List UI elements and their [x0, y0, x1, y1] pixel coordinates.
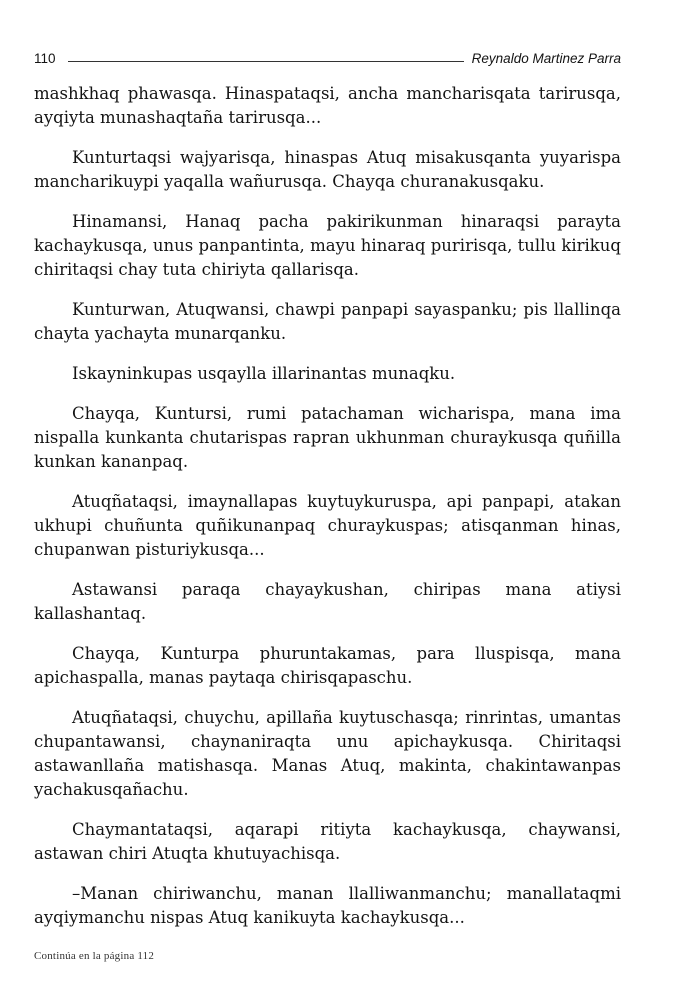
- page-number: 110: [34, 51, 56, 66]
- paragraph: Chayqa, Kuntursi, rumi patachaman wicharispa, mana ima nispalla kunkanta chutarispas rapran ukhunman churaykusqa quñilla kunkan kananpaq.: [34, 404, 621, 471]
- paragraph: mashkhaq phawasqa. Hinaspataqsi, ancha mancharisqata tarirusqa, ayqiyta munashaqtaña tarirusqa...: [34, 84, 621, 127]
- paragraph: Hinamansi, Hanaq pacha pakirikunman hinaraqsi parayta kachaykusqa, unus panpantinta, mayu hinaraq puririsqa, tullu kirikuq chiritaqsi chay tuta chiriyta qallarisqa.: [34, 212, 621, 279]
- header-rule: [68, 61, 464, 62]
- paragraph: Atuqñataqsi, chuychu, apillaña kuytuschasqa; rinrintas, umantas chupantawansi, chaynaniraqta unu apichaykusqa. Chiritaqsi astawanllaña matishasqa. Manas Atuq, makinta, chakintawanpas yachakusqañachu.: [34, 708, 621, 799]
- paragraph: Kunturtaqsi wajyarisqa, hinaspas Atuq misakusqanta yuyarispa mancharikuypi yaqalla wañurusqa. Chayqa churanakusqaku.: [34, 148, 621, 191]
- paragraph: Kunturwan, Atuqwansi, chawpi panpapi sayaspanku; pis llallinqa chayta yachayta munarqanku.: [34, 300, 621, 343]
- paragraph: Chayqa, Kunturpa phuruntakamas, para lluspisqa, mana apichaspalla, manas paytaqa chirisqapaschu.: [34, 644, 621, 687]
- body-text: [34, 82, 621, 946]
- paragraph: Chaymantataqsi, aqarapi ritiyta kachaykusqa, chaywansi, astawan chiri Atuqta khutuyachisqa.: [34, 820, 621, 863]
- continued-note: Continúa en la página 112: [34, 950, 155, 962]
- paragraph: –Manan chiriwanchu, manan llalliwanmanchu; manallataqmi ayqiymanchu nispas Atuq kanikuyta kachaykusqa...: [34, 884, 621, 927]
- author-name: Reynaldo Martinez Parra: [471, 51, 621, 66]
- running-head: [34, 44, 621, 66]
- paragraph: Astawansi paraqa chayaykushan, chiripas mana atiysi kallashantaq.: [34, 580, 621, 623]
- paragraph: Iskayninkupas usqaylla illarinantas munaqku.: [72, 364, 456, 383]
- paragraph: Atuqñataqsi, imaynallapas kuytuykuruspa, api panpapi, atakan ukhupi chuñunta quñikunanpaq churaykuspas; atisqanman hinas, chupanwan pisturiykusqa...: [34, 492, 621, 559]
